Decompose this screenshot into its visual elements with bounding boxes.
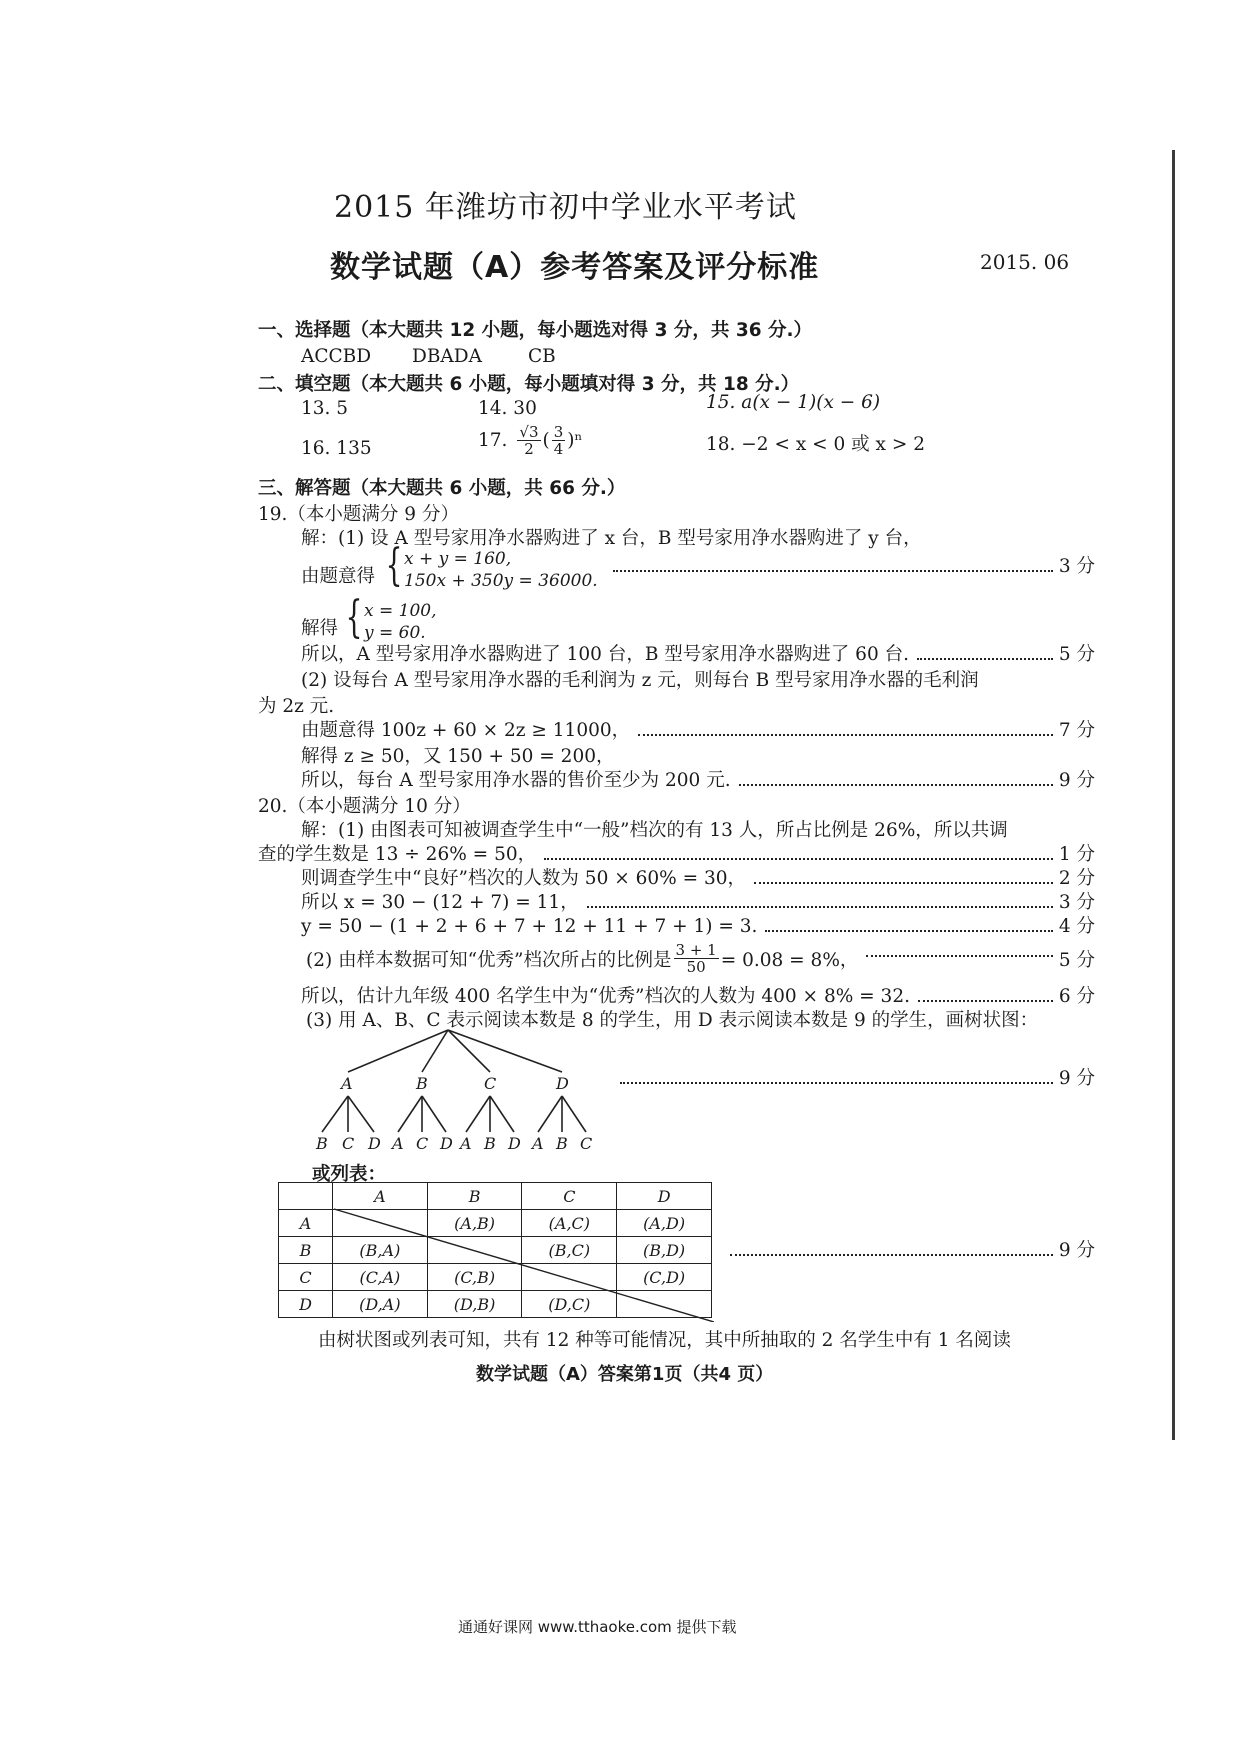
q19-score-row-1 xyxy=(605,552,1095,578)
fill-answer-15: 15. a(x − 1)(x − 6) xyxy=(706,392,881,413)
q20-heading: 20.（本小题满分 10 分） xyxy=(258,796,471,817)
q19-line-5: (2) 设每台 A 型号家用净水器的毛利润为 z 元，则每台 B 型号家用净水器的毛利润 xyxy=(301,670,979,691)
leader-dots xyxy=(739,784,1053,786)
page-footer: 数学试题（A）答案第1页（共4 页） xyxy=(476,1364,774,1385)
q20-score-row-3: 所以 x = 30 − (12 + 7) = 11， 3 分 xyxy=(301,888,1095,914)
q19-heading: 19.（本小题满分 9 分） xyxy=(258,504,459,525)
q20-score-row-4: y = 50 − (1 + 2 + 6 + 7 + 12 + 11 + 7 + 1) = 3. 4 分 xyxy=(301,912,1095,938)
tree-leaf: C xyxy=(342,1134,355,1153)
q20-score-row-6: 所以，估计九年级 400 名学生中为“优秀”档次的人数为 400 × 8% = 32. 6 分 xyxy=(301,982,1095,1008)
table-cell: (D,A) xyxy=(333,1291,428,1318)
table-header-cell: C xyxy=(522,1183,617,1210)
score-label: 1 分 xyxy=(1058,844,1095,865)
table-cell: (A,C) xyxy=(522,1210,617,1237)
table-cell: (D,C) xyxy=(522,1291,617,1318)
table-row-label: A xyxy=(279,1210,333,1237)
section-heading-fill: 二、填空题（本大题共 6 小题，每小题填对得 3 分，共 18 分.） xyxy=(258,374,800,395)
tree-leaf: D xyxy=(508,1134,521,1153)
score-label: 3 分 xyxy=(1058,892,1095,913)
table-diagonal-line xyxy=(278,1182,714,1322)
q19-score-row-3: 由题意得 100z + 60 × 2z ≥ 11000， 7 分 xyxy=(301,716,1095,742)
table-cell: (C,B) xyxy=(427,1264,522,1291)
fill-answer-13: 13. 5 xyxy=(301,398,349,419)
score-label: 7 分 xyxy=(1058,720,1095,741)
q19-solve-label: 解得 xyxy=(301,618,339,639)
or-table-label: 或列表： xyxy=(312,1164,387,1185)
table-cell: (B,A) xyxy=(333,1237,428,1264)
score-label: 4 分 xyxy=(1058,916,1095,937)
table-row-label: C xyxy=(279,1264,333,1291)
tree-leaf: A xyxy=(392,1134,404,1153)
leader-dots xyxy=(544,858,1053,860)
tree-leaf: D xyxy=(440,1134,453,1153)
leader-dots xyxy=(613,570,1053,572)
score-label: 2 分 xyxy=(1058,868,1095,889)
leader-dots xyxy=(620,1082,1053,1084)
leader-dots xyxy=(765,930,1052,932)
q20-line-9: 由树状图或列表可知，共有 12 种等可能情况，其中所抽取的 2 名学生中有 1 名阅读 xyxy=(318,1330,1011,1351)
q20-score-row-7 xyxy=(612,1064,1095,1090)
equation-system-2: x = 100, y = 60. xyxy=(364,601,437,643)
tree-leaf: B xyxy=(484,1134,496,1153)
fill-answer-17: 17. $\frac{√3}{2}$ ( $\frac{3}{4}$ )ⁿ xyxy=(478,423,583,458)
leader-dots xyxy=(730,1254,1053,1256)
q20-line-8: (3) 用 A、B、C 表示阅读本数是 8 的学生，用 D 表示阅读本数是 9 的学生，画树状图： xyxy=(306,1010,1039,1031)
table-header-cell: A xyxy=(333,1183,428,1210)
table-cell: (B,D) xyxy=(617,1237,712,1264)
tree-leaf: C xyxy=(580,1134,593,1153)
score-label: 6 分 xyxy=(1058,986,1095,1007)
leader-dots xyxy=(866,955,1052,957)
fraction-3-over-4: $\frac{3}{4}$ xyxy=(553,423,564,458)
q19-line-1: 解：(1) 设 A 型号家用净水器购进了 x 台，B 型号家用净水器购进了 y 台， xyxy=(301,528,922,549)
tree-node-b: B xyxy=(416,1074,428,1093)
table-header-cell: B xyxy=(427,1183,522,1210)
fill-answer-16: 16. 135 xyxy=(301,438,372,459)
fill-answer-14: 14. 30 xyxy=(478,398,537,419)
tree-leaf: A xyxy=(532,1134,544,1153)
choice-answers-1: ACCBD xyxy=(301,346,372,367)
leader-dots xyxy=(638,734,1053,736)
left-brace-icon: { xyxy=(385,540,403,591)
equation-system-1: x + y = 160, 150x + 350y = 36000. xyxy=(404,549,598,591)
q19-score-row-4: 所以，每台 A 型号家用净水器的售价至少为 200 元. 9 分 xyxy=(301,766,1095,792)
score-label: 3 分 xyxy=(1058,556,1095,577)
download-credit: 通通好课网 www.tthaoke.com 提供下载 xyxy=(458,1618,737,1636)
tree-leaf: D xyxy=(368,1134,381,1153)
q19-given-label: 由题意得 xyxy=(301,566,376,587)
score-label: 5 分 xyxy=(1058,644,1095,665)
q20-score-row-8 xyxy=(722,1236,1095,1262)
score-label: 9 分 xyxy=(1058,770,1095,791)
tree-leaf: A xyxy=(460,1134,472,1153)
fraction-4-over-50: $\frac{3 + 1}{50}$ xyxy=(675,941,717,976)
table-cell: (D,B) xyxy=(427,1291,522,1318)
table-cell: (B,C) xyxy=(522,1237,617,1264)
table-cell: (A,B) xyxy=(427,1210,522,1237)
left-brace-icon: { xyxy=(345,592,363,643)
leader-dots xyxy=(917,658,1053,660)
tree-node-a: A xyxy=(341,1074,353,1093)
section-heading-choice: 一、选择题（本大题共 12 小题，每小题选对得 3 分，共 36 分.） xyxy=(258,320,813,341)
score-label: 9 分 xyxy=(1058,1240,1095,1261)
q20-score-row-2: 则调查学生中“良好”档次的人数为 50 × 60% = 30， 2 分 xyxy=(301,864,1095,890)
q19-score-row-2: 所以，A 型号家用净水器购进了 100 台，B 型号家用净水器购进了 60 台. 5 分 xyxy=(301,640,1095,666)
score-label: 5 分 xyxy=(1058,949,1095,971)
table-cell: (A,D) xyxy=(617,1210,712,1237)
leader-dots xyxy=(918,1000,1053,1002)
leader-dots xyxy=(587,906,1053,908)
q20-line-1: 解：(1) 由图表可知被调查学生中“一般”档次的有 13 人，所占比例是 26%，所以共调 xyxy=(301,820,1008,841)
table-cell: (C,D) xyxy=(617,1264,712,1291)
tree-leaf: B xyxy=(556,1134,568,1153)
q20-score-row-1: 查的学生数是 13 ÷ 26% = 50， 1 分 xyxy=(258,840,1095,866)
choice-answers-2: DBADA xyxy=(412,346,482,367)
tree-leaf: C xyxy=(416,1134,429,1153)
tree-leaf: B xyxy=(316,1134,328,1153)
table-header-cell: D xyxy=(617,1183,712,1210)
fraction-sqrt3-over-2: $\frac{√3}{2}$ xyxy=(519,423,539,458)
table-row-label: D xyxy=(279,1291,333,1318)
scan-edge-line xyxy=(1172,150,1175,1440)
document-date: 2015. 06 xyxy=(980,250,1070,274)
table-cell: (C,A) xyxy=(333,1264,428,1291)
fill-answer-18: 18. −2 < x < 0 或 x > 2 xyxy=(706,434,926,455)
choice-answers-3: CB xyxy=(528,346,556,367)
tree-node-c: C xyxy=(484,1074,497,1093)
section-heading-solve: 三、解答题（本大题共 6 小题，共 66 分.） xyxy=(258,478,626,499)
leader-dots xyxy=(754,882,1053,884)
q19-line-6: 为 2z 元. xyxy=(258,696,335,717)
q20-score-row-5: (2) 由样本数据可知“优秀”档次所占的比例是 $\frac{3 + 1}{50}$ = 0.08 = 8%， 5 分 xyxy=(306,941,1095,976)
table-row-label: B xyxy=(279,1237,333,1264)
score-label: 9 分 xyxy=(1058,1068,1095,1089)
document-subtitle: 数学试题（A）参考答案及评分标准 xyxy=(330,250,820,285)
tree-node-d: D xyxy=(556,1074,569,1093)
document-title: 2015 年潍坊市初中学业水平考试 xyxy=(334,190,797,225)
q19-line-8: 解得 z ≥ 50，又 150 + 50 = 200， xyxy=(301,746,615,767)
